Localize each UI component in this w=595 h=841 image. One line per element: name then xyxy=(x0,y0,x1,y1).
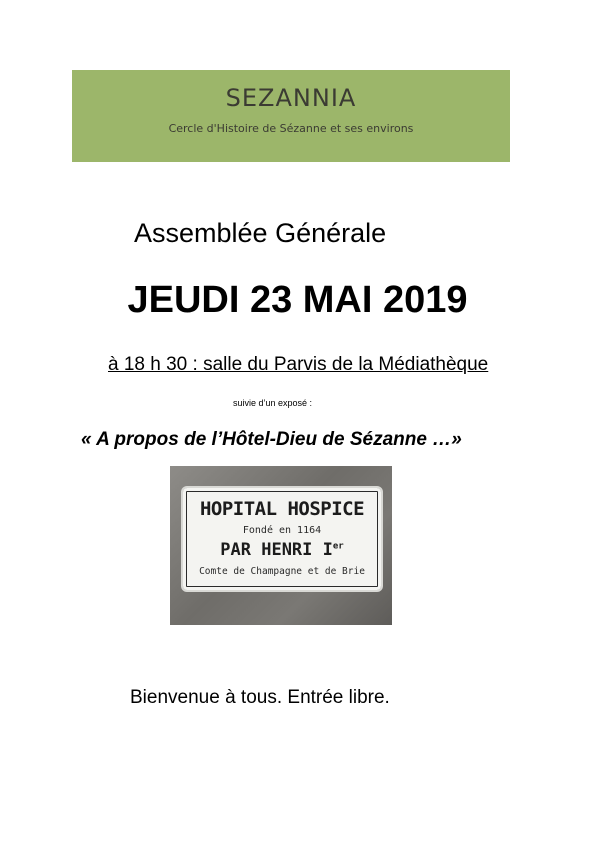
plaque-sign xyxy=(181,486,383,592)
plaque-line-3-superscript: er xyxy=(332,541,344,552)
plaque-photo xyxy=(170,466,392,625)
plaque-line-2: Fondé en 1164 xyxy=(242,525,322,536)
plaque-line-1: HOPITAL HOSPICE xyxy=(199,498,365,520)
banner-subtitle: Cercle d'Histoire de Sézanne et ses environs xyxy=(168,122,414,135)
banner-title: SEZANNIA xyxy=(225,84,357,112)
logo-banner xyxy=(72,70,510,162)
plaque-line-4: Comte de Champagne et de Brie xyxy=(199,566,365,577)
event-date: JEUDI 23 MAI 2019 xyxy=(127,279,468,321)
plaque-line-3 xyxy=(183,540,381,560)
time-and-place: à 18 h 30 : salle du Parvis de la Médiathèque xyxy=(108,354,489,375)
plaque-line-3-text: PAR HENRI I xyxy=(220,540,333,560)
event-heading: Assemblée Générale xyxy=(134,218,387,248)
welcome-message: Bienvenue à tous. Entrée libre. xyxy=(130,687,390,708)
followed-by-note: suivie d’un exposé : xyxy=(233,398,313,408)
talk-title: « A propos de l’Hôtel-Dieu de Sézanne …» xyxy=(81,429,462,450)
